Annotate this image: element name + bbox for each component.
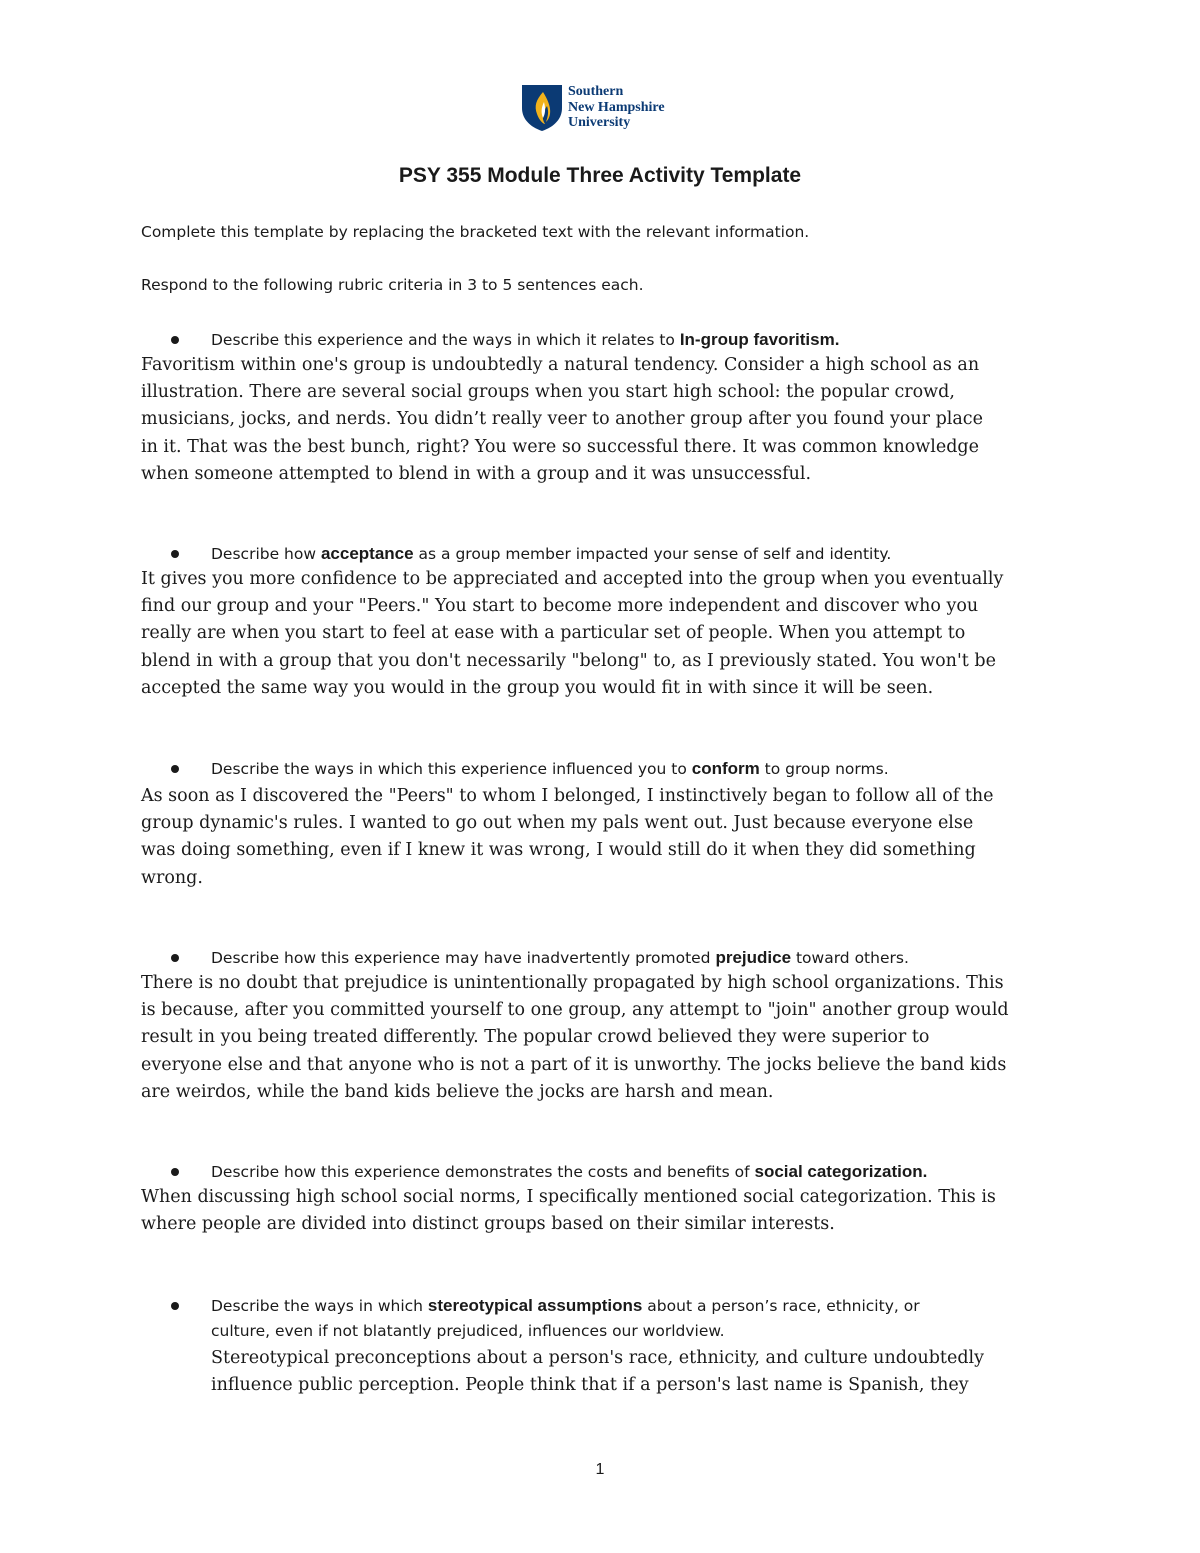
response-paragraph <box>141 1184 996 1238</box>
instruction-text: Respond to the following rubric criteria in 3 to 5 sentences each. <box>141 276 644 294</box>
response-line: There is no doubt that prejudice is unintentionally propagated by high school organizations. This <box>141 973 1004 993</box>
response-line: influence public perception. People think that if a person's last name is Spanish, they <box>211 1375 969 1396</box>
response-line: result in you being treated differently. The popular crowd believed they were superior to <box>141 1027 930 1048</box>
bullet-icon <box>171 550 179 558</box>
page-number: 1 <box>595 1461 605 1478</box>
document-title: PSY 355 Module Three Activity Template <box>398 164 802 187</box>
response-line: everyone else and that anyone who is not a part of it is unworthy. The jocks believe the band kids <box>141 1054 1007 1075</box>
response-line: is because, after you committed yourself to one group, any attempt to "join" another group would <box>141 1000 1009 1021</box>
prompt-line: Describe the ways in which stereotypical assumptions about a person’s race, ethnicity, or <box>211 1296 920 1315</box>
response-line: Favoritism within one's group is undoubtedly a natural tendency. Consider a high school as an <box>141 355 980 375</box>
logo-line: Southern <box>568 84 624 99</box>
response-line: accepted the same way you would in the group you would fit in with since it will be seen. <box>141 677 934 698</box>
rubric-prompt <box>211 541 891 567</box>
response-line: illustration. There are several social groups when you start high school: the popular crowd, <box>141 382 955 403</box>
instruction-text: Complete this template by replacing the bracketed text with the relevant information. <box>141 223 810 241</box>
response-line: As soon as I discovered the "Peers" to whom I belonged, I instinctively began to follow all of the <box>141 786 994 806</box>
response-line: musicians, jocks, and nerds. You didn’t really veer to another group after you found your place <box>141 409 983 430</box>
prompt-line: Describe this experience and the ways in which it relates to In-group favoritism. <box>211 330 840 349</box>
rubric-prompt <box>211 945 909 971</box>
response-paragraph <box>141 352 983 488</box>
bullet-icon <box>171 954 179 962</box>
response-paragraph <box>141 970 1009 1106</box>
response-line: It gives you more confidence to be appreciated and accepted into the group when you eventually <box>141 569 1004 589</box>
response-line: blend in with a group that you don't necessarily "belong" to, as I previously stated. You won't be <box>141 650 996 671</box>
response-line: when someone attempted to blend in with a group and it was unsuccessful. <box>141 463 812 484</box>
response-line: where people are divided into distinct groups based on their similar interests. <box>141 1214 835 1235</box>
bullet-icon <box>171 1302 179 1310</box>
response-line: group dynamic's rules. I wanted to go out when my pals went out. Just because everyone else <box>141 813 974 834</box>
response-paragraph <box>211 1345 984 1399</box>
prompt-line: Describe how acceptance as a group member impacted your sense of self and identity. <box>211 544 892 563</box>
logo-wordmark <box>568 84 665 131</box>
rubric-prompt <box>211 1159 927 1185</box>
bullet-icon <box>171 765 179 773</box>
response-paragraph <box>141 566 1003 702</box>
response-line: really are when you start to feel at ease with a particular set of people. When you attempt to <box>141 623 966 644</box>
university-logo <box>521 84 691 134</box>
response-line: wrong. <box>141 867 203 888</box>
response-line: are weirdos, while the band kids believe the jocks are harsh and mean. <box>141 1081 774 1102</box>
rubric-prompt <box>211 756 889 782</box>
response-paragraph <box>141 783 994 892</box>
response-line: was doing something, even if I knew it was wrong, I would still do it when they did something <box>141 840 976 861</box>
response-line: Stereotypical preconceptions about a person's race, ethnicity, and culture undoubtedly <box>211 1348 984 1368</box>
shield-flame-icon <box>521 84 563 132</box>
logo-line: New Hampshire <box>568 99 665 115</box>
bullet-icon <box>171 1168 179 1176</box>
response-line: in it. That was the best bunch, right? You were so successful there. It was common knowledge <box>141 436 979 457</box>
bullet-icon <box>171 336 179 344</box>
rubric-prompt <box>211 327 839 353</box>
prompt-line: Describe how this experience may have inadvertently promoted prejudice toward others. <box>211 948 909 967</box>
prompt-line: Describe the ways in which this experience influenced you to conform to group norms. <box>211 759 889 778</box>
logo-line: University <box>568 115 631 130</box>
prompt-line: Describe how this experience demonstrates the costs and benefits of social categorization. <box>211 1162 928 1181</box>
prompt-line: culture, even if not blatantly prejudiced, influences our worldview. <box>211 1322 725 1340</box>
response-line: When discussing high school social norms, I specifically mentioned social categorization. This is <box>141 1187 996 1207</box>
response-line: find our group and your "Peers." You start to become more independent and discover who you <box>141 596 979 617</box>
rubric-prompt <box>211 1293 920 1344</box>
